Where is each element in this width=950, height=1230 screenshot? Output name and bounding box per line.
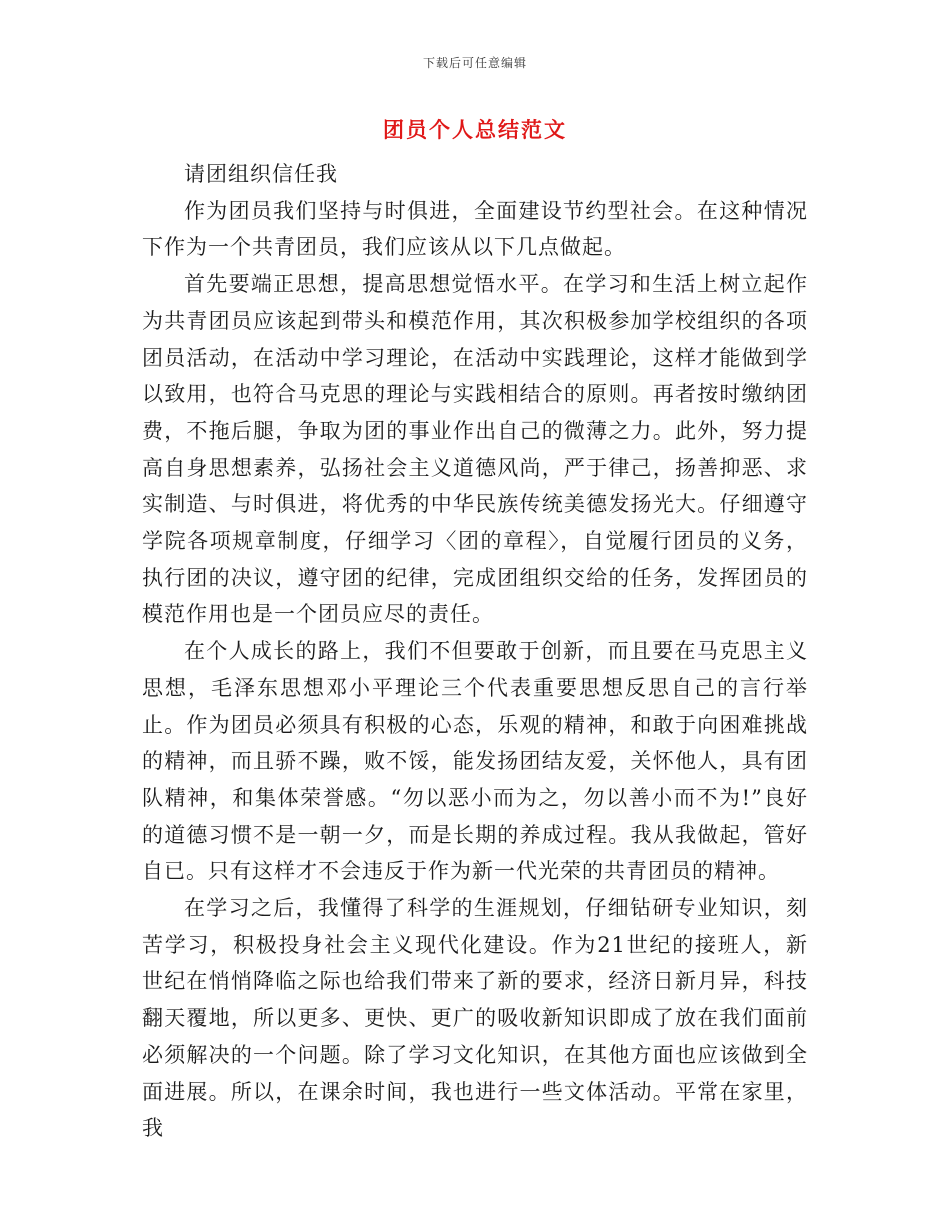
paragraph-study: 在学习之后，我懂得了科学的生涯规划，仔细钻研专业知识，刻苦学习，积极投身社会主义现代化建设。作为21世纪的接班人，新世纪在悄悄降临之际也给我们带来了新的要求，经济日新月异，科技翻天覆地，所以更多、更快、更广的吸收新知识即成了放在我们面前必须解决的一个问题。除了学习文化知识，在其他方面也应该做到全面进展。所以，在课余时间，我也进行一些文体活动。平常在家里，我	[142, 896, 808, 1141]
paragraph-request: 请团组织信任我	[184, 162, 338, 186]
paragraph-ideology: 首先要端正思想，提高思想觉悟水平。在学习和生活上树立起作为共青团员应该起到带头和模范作用，其次积极参加学校组织的各项团员活动，在活动中学习理论，在活动中实践理论，这样才能做到学以致用，也符合马克思的理论与实践相结合的原则。再者按时缴纳团费，不拖后腿，争取为团的事业作出自己的微薄之力。此外，努力提高自身思想素养，弘扬社会主义道德风尚，严于律己，扬善抑恶、求实制造、与时俱进，将优秀的中华民族传统美德发扬光大。仔细遵守学院各项规章制度，仔细学习〈团的章程〉，自觉履行团员的义务，执行团的决议，遵守团的纪律，完成团组织交给的任务，发挥团员的模范作用也是一个团员应尽的责任。	[142, 272, 808, 627]
document-body	[142, 156, 808, 1147]
document-title: 团员个人总结范文	[383, 117, 567, 142]
paragraph-growth: 在个人成长的路上，我们不但要敢于创新，而且要在马克思主义思想，毛泽东思想邓小平理论三个代表重要思想反思自己的言行举止。作为团员必须具有积极的心态，乐观的精神，和敢于向困难挑战的精神，而且骄不躁，败不馁，能发扬团结友爱，关怀他人，具有团队精神，和集体荣誉感。“勿以恶小而为之，勿以善小而不为!”良好的道德习惯不是一朝一夕，而是长期的养成过程。我从我做起，管好自已。只有这样才不会违反于作为新一代光荣的共青团员的精神。	[142, 639, 808, 884]
header-note: 下载后可任意编辑	[422, 56, 527, 70]
paragraph-intro: 作为团员我们坚持与时俱进，全面建设节约型社会。在这种情况下作为一个共青团员，我们应该从以下几点做起。	[142, 198, 808, 260]
